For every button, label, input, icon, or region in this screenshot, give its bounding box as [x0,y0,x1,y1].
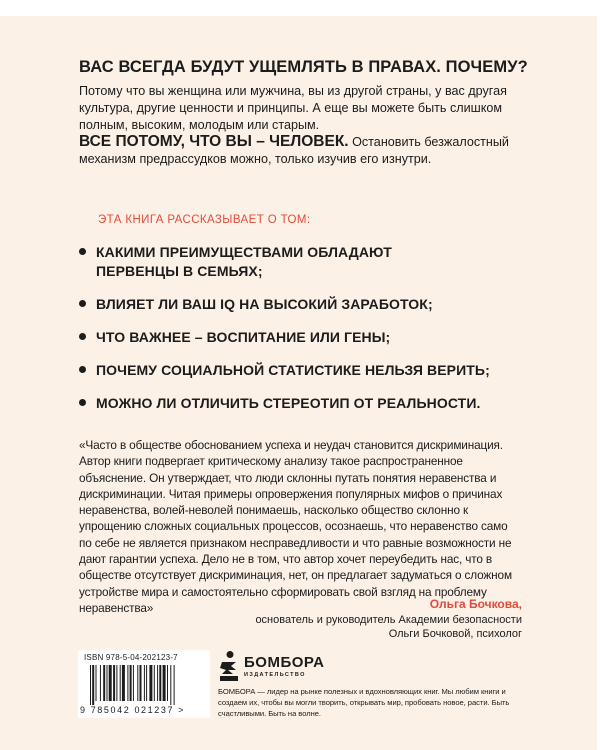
publisher-brand: БОМБОРА [244,654,325,671]
isbn-label: ISBN 978-5-04-202123-7 [84,653,178,662]
barcode-block [78,650,210,718]
publisher-subtitle: ИЗДАТЕЛЬСТВО [244,672,306,678]
list-item-text: КАКИМИ ПРЕИМУЩЕСТВАМИ ОБЛАДАЮТ ПЕРВЕНЦЫ В СЕМЬЯХ; [96,244,392,279]
list-item [79,328,490,347]
list-item-text: ЧТО ВАЖНЕЕ – ВОСПИТАНИЕ ИЛИ ГЕНЫ; [96,329,391,345]
bullet-icon [79,248,86,255]
top-margin [0,0,600,16]
intro-paragraph: Потому что вы женщина или мужчина, вы из другой страны, у вас другая культура, другие ценности и принципы. А еще вы можете быть слишком полным, высоким, молодым или старым. [79,84,507,132]
review-quote: «Часто в обществе обоснованием успеха и неудач становится дискриминация. Автор книги подвергает критическому анализу такое распространенное объяснение. Он утверждает, что люди склонны путать понятия неравенства и дискриминации. Читая примеры опровержения популярных мифов о причинах неравенства, волей-неволей понимаешь, насколько общество склонно к упрощению сложных социальных процессов, осознаешь, что неравенство само по себе не является признаком несправедливости и что равные возможности не дают гарантии успеха. Дело не в том, что автор хочет переубедить нас, что в обществе отсутствует дискриминация, нет, он предлагает задуматься о сложном устройстве мира и самостоятельно сформировать свой взгляд на проблему неравенства» [79,438,512,615]
list-item-text: ВЛИЯЕТ ЛИ ВАШ IQ НА ВЫСОКИЙ ЗАРАБОТОК; [96,296,433,312]
list-item [79,361,490,380]
topics-list [79,243,490,427]
about-heading: ЭТА КНИГА РАССКАЗЫВАЕТ О ТОМ: [98,214,311,226]
barcode-icon [90,665,202,705]
list-item-text: ПОЧЕМУ СОЦИАЛЬНОЙ СТАТИСТИКЕ НЕЛЬЗЯ ВЕРИТЬ; [96,362,490,378]
list-item [79,243,396,281]
list-item-text: МОЖНО ЛИ ОТЛИЧИТЬ СТЕРЕОТИП ОТ РЕАЛЬНОСТИ. [96,395,481,411]
claim-paragraph [79,133,519,168]
bombora-logo-icon [218,650,240,682]
barcode-digits: 9 785042 021237 > [80,705,186,715]
list-item [79,295,490,314]
publisher-slogan: БОМБОРА — лидер на рынке полезных и вдохновляющих книг. Мы любим книги и создаем их, чтобы вы могли творить, открывать мир, пробовать новое, расти. Быть счастливыми. Быть на волне. [218,687,510,718]
quote-author: Ольга Бочкова, [429,597,522,611]
claim-bold: ВСЕ ПОТОМУ, ЧТО ВЫ – ЧЕЛОВЕК. [79,133,349,150]
quote-author-role: основатель и руководитель Академии безопасности Ольги Бочковой, психолог [255,614,522,640]
hook-heading: ВАС ВСЕГДА БУДУТ УЩЕМЛЯТЬ В ПРАВАХ. ПОЧЕМУ? [79,58,528,76]
claim-rest: Остановить безжалостный механизм предрассудков можно, только изучив его изнутри. [79,135,509,166]
list-item [79,394,490,413]
bullet-icon [79,300,86,307]
bullet-icon [79,366,86,373]
bullet-icon [79,399,86,406]
bullet-icon [79,333,86,340]
